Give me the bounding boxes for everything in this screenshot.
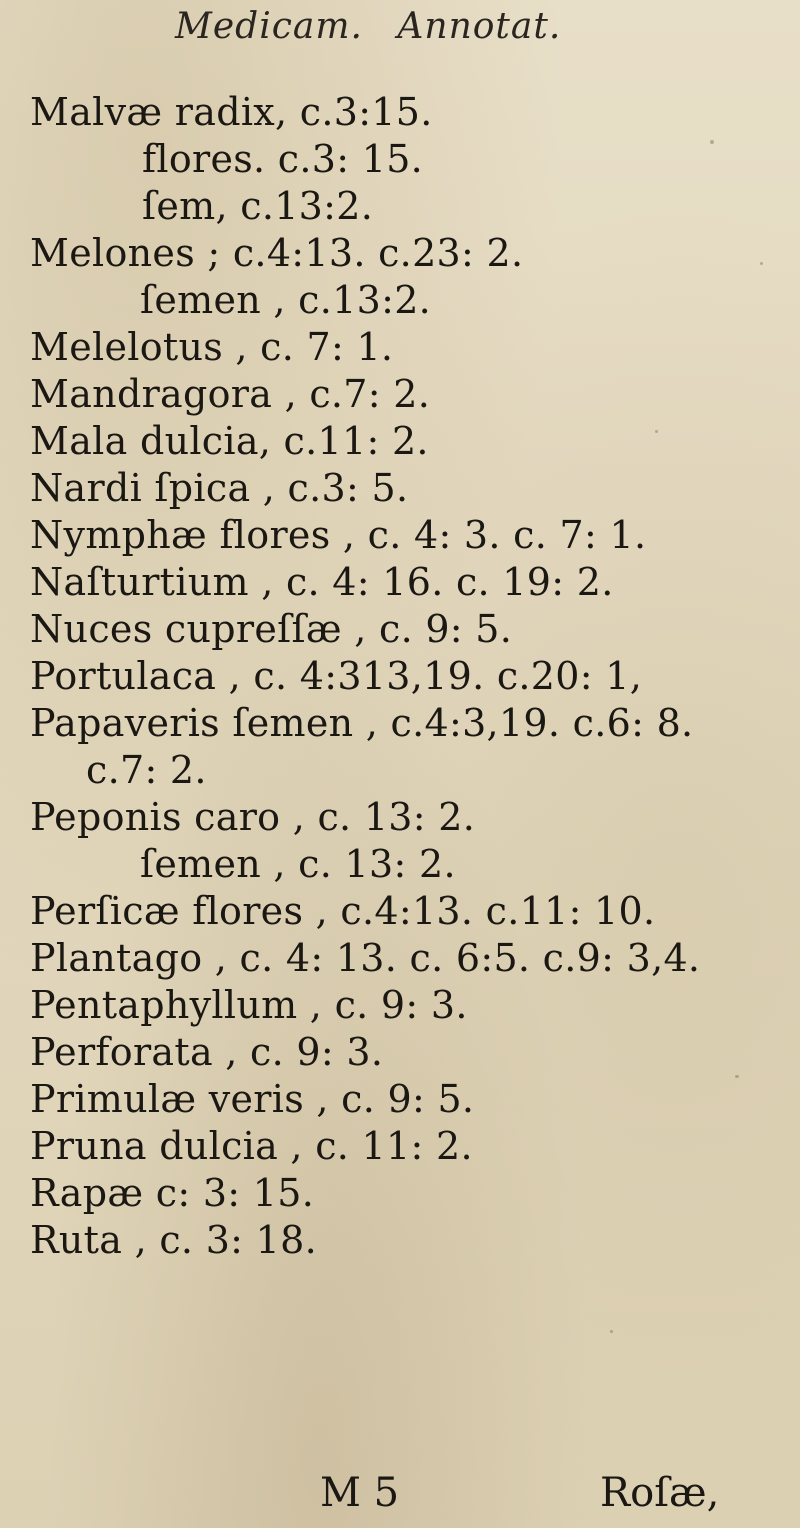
index-entry: Pruna dulcia , c. 11: 2. [30, 1124, 473, 1168]
signature-mark: M 5 [320, 1470, 400, 1516]
index-entry: Nymphæ flores , c. 4: 3. c. 7: 1. [30, 513, 647, 557]
index-entry: Rapæ c: 3: 15. [30, 1171, 315, 1215]
index-entry: Nardi ſpica , c.3: 5. [30, 466, 409, 510]
index-entry: Primulæ veris , c. 9: 5. [30, 1077, 475, 1121]
index-entry: ſemen , c.13:2. [140, 278, 432, 322]
paper-speck [735, 1075, 739, 1078]
index-entry: Mala dulcia, c.11: 2. [30, 419, 429, 463]
index-entry: Mandragora , c.7: 2. [30, 372, 431, 416]
running-head-left: Medicam. [175, 6, 363, 47]
running-head-right: Annotat. [397, 6, 562, 47]
index-entry: Portulaca , c. 4:313,19. c.20: 1, [30, 654, 643, 698]
paper-speck [610, 1330, 613, 1333]
index-entry: Melones ; c.4:13. c.23: 2. [30, 231, 524, 275]
index-entry: Ruta , c. 3: 18. [30, 1218, 317, 1262]
index-entry: ſemen , c. 13: 2. [140, 842, 456, 886]
catchword: Roſæ, [600, 1470, 720, 1516]
index-entry: Nuces cupreſſæ , c. 9: 5. [30, 607, 513, 651]
index-entry: c.7: 2. [86, 748, 207, 792]
index-entry: Peponis caro , c. 13: 2. [30, 795, 476, 839]
index-entry: Perforata , c. 9: 3. [30, 1030, 384, 1074]
index-entry: Malvæ radix, c.3:15. [30, 90, 433, 134]
index-entry: Plantago , c. 4: 13. c. 6:5. c.9: 3,4. [30, 936, 701, 980]
index-entry: Perſicæ flores , c.4:13. c.11: 10. [30, 889, 656, 933]
paper-speck [710, 140, 714, 144]
index-entry: Naſturtium , c. 4: 16. c. 19: 2. [30, 560, 614, 604]
index-entry: Pentaphyllum , c. 9: 3. [30, 983, 468, 1027]
index-entry: ſem, c.13:2. [142, 184, 374, 228]
index-entry: flores. c.3: 15. [142, 137, 424, 181]
index-entry: Papaveris ſemen , c.4:3,19. c.6: 8. [30, 701, 694, 745]
paper-speck [655, 430, 658, 433]
paper-speck [760, 262, 763, 265]
index-entry: Melelotus , c. 7: 1. [30, 325, 394, 369]
